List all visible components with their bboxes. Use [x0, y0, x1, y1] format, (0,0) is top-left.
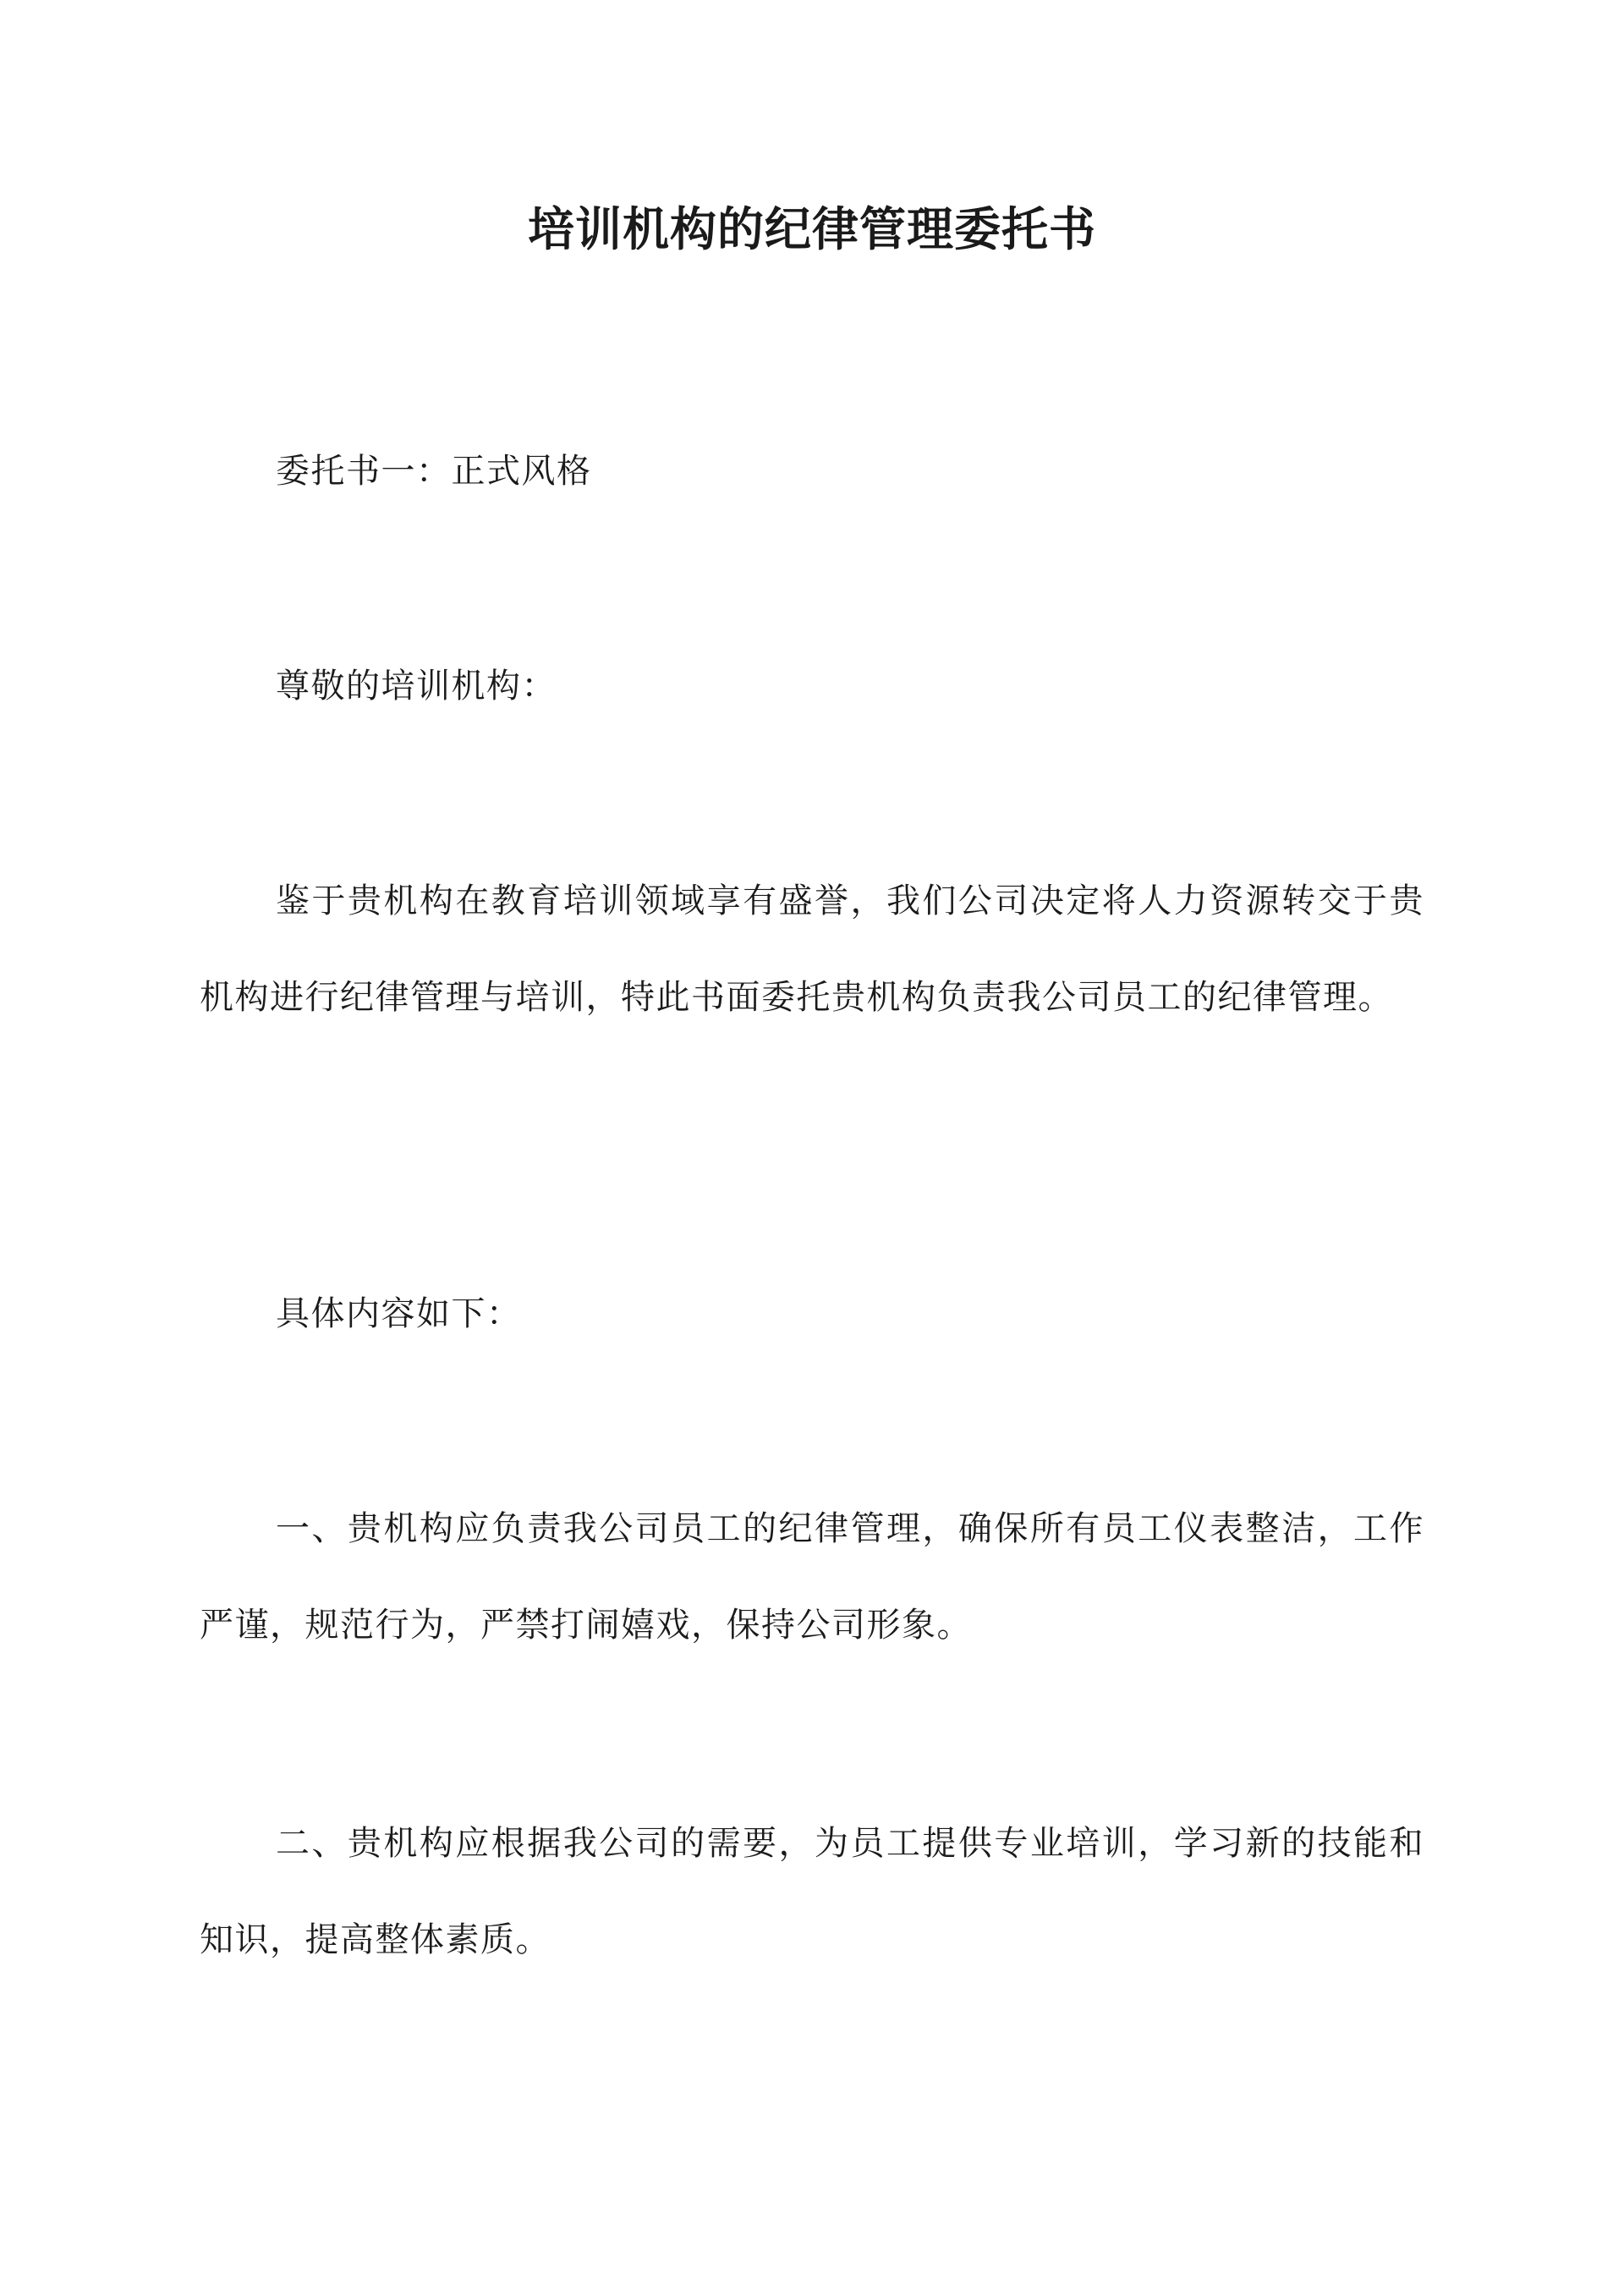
clause-two: 二、贵机构应根据我公司的需要，为员工提供专业培训，学习新的技能和知识，提高整体素质。	[200, 1824, 1424, 1959]
content-lead: 具体内容如下：	[276, 1294, 522, 1333]
clause-one: 一、贵机构应负责我公司员工的纪律管理，确保所有员工仪表整洁，工作严谨，规范行为，严禁打闹嬉戏，保持公司形象。	[200, 1509, 1424, 1645]
document-title: 培训机构的纪律管理委托书	[527, 201, 1096, 256]
body-paragraph-intro: 鉴于贵机构在教育培训领域享有盛誉，我们公司决定将人力资源转交于贵机构进行纪律管理与培训，特此书面委托贵机构负责我公司员工的纪律管理。	[200, 882, 1424, 1017]
salutation: 尊敬的培训机构：	[276, 667, 557, 706]
section-heading: 委托书一：正式风格	[276, 452, 592, 491]
